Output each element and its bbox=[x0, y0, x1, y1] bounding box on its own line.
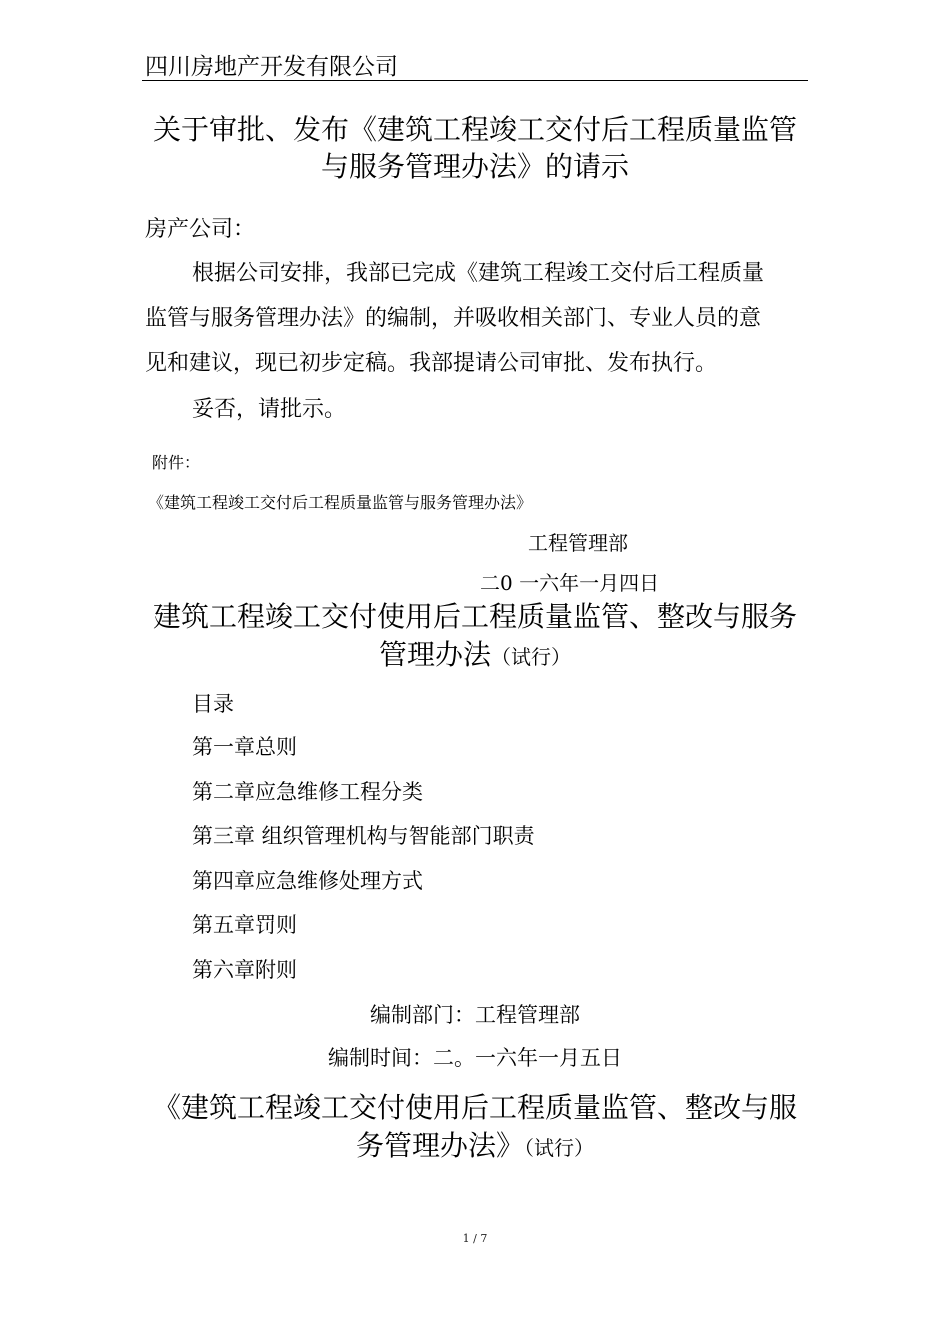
header-divider bbox=[142, 80, 808, 81]
toc-item-3: 第三章 组织管理机构与智能部门职责 bbox=[192, 824, 535, 848]
repeat-title-line-1: 《建筑工程竣工交付使用后工程质量监管、整改与服 bbox=[152, 1091, 797, 1124]
document-title-main: 管理办法 bbox=[378, 638, 491, 671]
signature-department: 工程管理部 bbox=[528, 531, 628, 555]
toc-item-5: 第五章罚则 bbox=[192, 913, 297, 937]
toc-item-2: 第二章应急维修工程分类 bbox=[192, 780, 423, 804]
signature-date: 二0 一六年一月四日 bbox=[480, 571, 660, 595]
company-header: 四川房地产开发有限公司 bbox=[145, 54, 398, 80]
request-paragraph-line-1: 根据公司安排，我部已完成《建筑工程竣工交付后工程质量 bbox=[192, 261, 765, 286]
salutation: 房产公司： bbox=[145, 217, 256, 242]
request-title-line-1: 关于审批、发布《建筑工程竣工交付后工程质量监管 bbox=[152, 113, 797, 146]
request-paragraph-line-2: 监管与服务管理办法》的编制，并吸收相关部门、专业人员的意 bbox=[145, 306, 762, 331]
attachment-label: 附件： bbox=[152, 453, 201, 472]
document-title-line-1: 建筑工程竣工交付使用后工程质量监管、整改与服务 bbox=[152, 600, 797, 633]
document-title-trial: （试行） bbox=[491, 645, 571, 669]
compiled-time: 编制时间：二。一六年一月五日 bbox=[328, 1046, 622, 1070]
attachment-title: 《建筑工程竣工交付后工程质量监管与服务管理办法》 bbox=[148, 493, 533, 512]
repeat-title-main: 务管理办法》 bbox=[355, 1129, 524, 1162]
repeat-title-trial: （试行） bbox=[524, 1136, 594, 1160]
request-closing: 妥否，请批示。 bbox=[192, 397, 347, 422]
toc-item-6: 第六章附则 bbox=[192, 958, 297, 982]
request-paragraph-line-3: 见和建议，现已初步定稿。我部提请公司审批、发布执行。 bbox=[145, 351, 718, 376]
toc-item-4: 第四章应急维修处理方式 bbox=[192, 869, 423, 893]
document-title-line-2 bbox=[140, 633, 810, 673]
page-number: 1 / 7 bbox=[462, 1232, 488, 1245]
request-title-line-2: 与服务管理办法》的请示 bbox=[320, 150, 629, 183]
toc-item-1: 第一章总则 bbox=[192, 735, 297, 759]
compiled-by: 编制部门：工程管理部 bbox=[370, 1003, 580, 1027]
toc-heading: 目录 bbox=[192, 692, 234, 716]
repeat-title-line-2 bbox=[140, 1124, 810, 1164]
